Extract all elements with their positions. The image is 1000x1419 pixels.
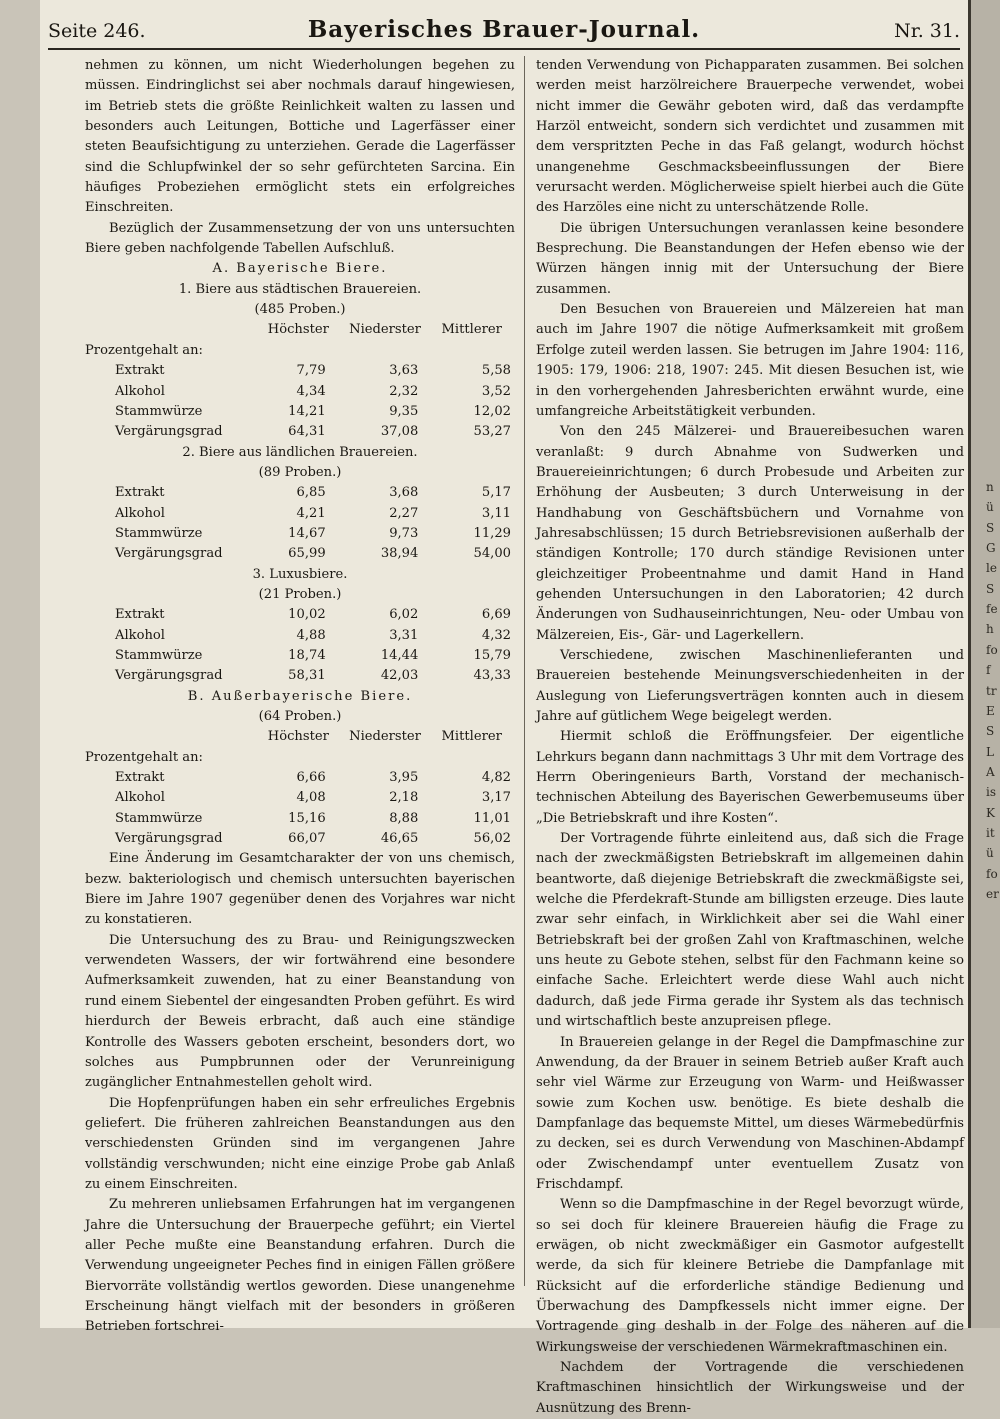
paragraph: Der Vortragende führte einleitend aus, daß sich die Frage nach der zweckmäßigsten Betriebskraft im allgemeinen dahin beantworte, daß diejenige Betriebskraft die zweckmäßigste sei, welche die Pferdekraft-Stunde am billigsten erzeuge. Dies laute zwar sehr einfach, in Wirklichkeit aber sei die Wahl einer Betriebskraft bei der großen Zahl von Kraftmaschinen, welche uns heute zu Gebote stehen, selbst für den Fachmann keine so einfache Sache. Erleichtert werde diese Wahl auch nicht dadurch, daß jede Firma gerade ihr System als das technisch und wirtschaftlich beste anzupreisen pflege. (536, 831, 964, 1030)
sample-count: (89 Proben.) (258, 464, 342, 480)
value-min: 9,73 (389, 525, 419, 541)
paragraph: Von den 245 Mälzerei- und Brauereibesuchen waren veranlaßt: 9 durch Abnahme von Sudwerken und Brauereieinrichtungen; 6 durch Probesude und Arbeiten zur Erhöhung der Ausbeuten; 3 durch Unterweisung in der Handhabung von Geschäftsbüchern und Vornahme von Jahresabschlüssen; 15 durch Betriebsrevisionen außerhalb der ständigen Kontrolle; 170 durch ständige Revisionen unter gleichzeitiger Probeentnahme und damit Hand in Hand gehenden Untersuchungen in den Laboratorien; 42 durch Änderungen von Sudhauseinrichtungen, Neu- oder Umbau von Mälzereien, Eis-, Gär- und Lagerkellern. (536, 424, 964, 643)
paragraph: Nachdem der Vortragende die verschiedenen Kraftmaschinen hinsichtlich der Wirkungsweise und der Ausnützung des Brenn- (536, 1360, 964, 1416)
table-row (85, 422, 515, 442)
edge-fragment: it (986, 825, 995, 840)
sample-count: (21 Proben.) (258, 586, 342, 602)
table-row (85, 605, 515, 625)
table-rows (85, 605, 515, 686)
value-min: 2,27 (389, 505, 419, 521)
edge-fragment: A (986, 764, 995, 779)
page-number: Seite 246. (48, 20, 146, 42)
right-column (536, 56, 964, 1419)
value-mean: 3,11 (481, 505, 512, 521)
table-group (85, 280, 515, 443)
table-row (85, 626, 515, 646)
paragraph: Die Untersuchung des zu Brau- und Reinigungszwecken verwendeten Wassers, der wir fortwährend eine besondere Aufmerksamkeit zuwenden, hat zu einer Beanstandung von rund einem Siebentel der eingesandten Proben geführt. Es wird hierdurch der Beweis erbracht, daß auch eine ständige Kontrolle des Wassers geboten erscheint, besonders dort, wo solches aus Pumpbrunnen oder der Verunreinigung zugänglicher Entnahmestellen geholt wird. (85, 932, 515, 1091)
table-row (85, 544, 515, 564)
section-heading-b: B. Außerbayerische Biere. (187, 688, 413, 704)
paragraph: Eine Änderung im Gesamtcharakter der von uns chemisch, bezw. bakteriologisch und chemisch untersuchten bayerischen Biere im Jahre 1907 gegenüber denen des Vorjahres war nicht zu konstatieren. (85, 851, 515, 928)
value-mean: 53,27 (473, 424, 512, 440)
row-label: Alkohol (115, 505, 165, 521)
paragraph: nehmen zu können, um nicht Wiederholungen begehen zu müssen. Eindringlichst sei aber nochmals darauf hingewiesen, im Betrieb stets die größte Reinlichkeit walten zu lassen und besonders auch Leitungen, Bottiche und Lagerfässer einer steten Beaufsichtigung zu unterziehen. Gerade die Lagerfässer sind die Schlupfwinkel der so sehr gefürchteten Sarcina. Ein häufiges Probeziehen ermöglicht stets ein erfolgreiches Einschreiten. (85, 58, 515, 216)
value-min: 42,03 (380, 668, 419, 684)
row-label: Vergärungsgrad (115, 668, 223, 684)
paragraph: Wenn so die Dampfmaschine in der Regel bevorzugt würde, so sei doch für kleinere Brauereien häufig die Frage zu erwägen, ob nicht zweckmäßiger ein Gasmotor aufgestellt werde, da sich für kleinere Betriebe die Dampfanlage mit Rücksicht auf die erforderliche ständige Bedienung und Überwachung des Dampfkessels nicht immer eigne. Der Vortragende ging deshalb in der Folge des näheren auf die Wirkungsweise der verschiedenen Wärmekraftmaschinen ein. (536, 1197, 964, 1355)
page-header (48, 14, 960, 50)
paragraph: tenden Verwendung von Pichapparaten zusammen. Bei solchen werden meist harzölreichere Brauerpeche verwendet, wobei nicht immer die Gewähr geboten wird, daß das verdampfte Harzöl entweicht, sondern sich verdichtet und zusammen mit dem verspritzten Peche in das Faß gelangt, wodurch höchst unangenehme Geschmacksbeeinflussungen der Biere verursacht werden. Möglicherweise spielt hierbei auch die Güte des Harzöles eine nicht zu unterschätzende Rolle. (536, 58, 964, 216)
table-row (85, 382, 515, 402)
paragraph: Die Hopfenprüfungen haben ein sehr erfreuliches Ergebnis geliefert. Die früheren zahlreichen Beanstandungen aus den verschiedensten Gründen sind im vergangenen Jahre vollständig verschwunden; nicht eine einzige Probe gab Anlaß zu einem Einschreiten. (85, 1095, 515, 1192)
table-rows (85, 768, 515, 849)
value-min: 9,35 (389, 403, 419, 419)
prozent-label: Prozentgehalt an: (85, 749, 203, 765)
value-min: 3,31 (389, 627, 419, 643)
table-rows (85, 361, 515, 442)
table-row (85, 788, 515, 808)
edge-fragment: tr (986, 683, 997, 698)
edge-fragment: S (986, 520, 995, 535)
table-group (85, 443, 515, 565)
value-min: 46,65 (380, 831, 419, 847)
value-min: 3,63 (389, 363, 419, 379)
value-mean: 5,58 (481, 363, 512, 379)
value-max: 58,31 (288, 668, 326, 684)
value-max: 64,31 (288, 424, 326, 440)
value-min: 38,94 (380, 546, 419, 562)
row-label: Alkohol (115, 383, 165, 399)
row-label: Extrakt (115, 607, 165, 623)
value-min: 37,08 (380, 424, 419, 440)
header-mean: Mittlerer (441, 322, 502, 338)
paragraph: Bezüglich der Zusammensetzung der von uns untersuchten Biere geben nachfolgende Tabellen Aufschluß. (85, 220, 515, 257)
row-label: Stammwürze (115, 810, 203, 826)
value-min: 3,95 (389, 770, 419, 786)
table-row (85, 504, 515, 524)
header-max: Höchster (267, 729, 329, 745)
table-row (85, 768, 515, 788)
edge-fragment: fo (986, 866, 998, 881)
journal-title: Bayerisches Brauer-Journal. (307, 16, 701, 43)
edge-fragment: L (986, 744, 994, 759)
value-mean: 3,17 (481, 790, 512, 806)
sample-count: (485 Proben.) (254, 302, 346, 318)
row-label: Stammwürze (115, 525, 203, 541)
group-title: 2. Biere aus ländlichen Brauereien. (182, 444, 418, 460)
value-max: 4,21 (296, 505, 326, 521)
value-max: 4,88 (296, 627, 326, 643)
edge-fragment: K (986, 805, 995, 820)
value-mean: 4,82 (481, 770, 512, 786)
paragraph: In Brauereien gelange in der Regel die Dampfmaschine zur Anwendung, da der Brauer in seinem Betrieb außer Kraft auch sehr viel Wärme zur Erzeugung von Warm- und Heißwasser sowie zum Kochen usw. benötige. Es biete deshalb die Dampfanlage das bequemste Mittel, um dieses Wärmebedürfnis zu decken, sei es durch Verwendung von Maschinen-Abdampf oder Zwischendampf unter eventuellem Zusatz von Frischdampf. (536, 1034, 964, 1192)
value-max: 6,85 (296, 485, 326, 501)
value-max: 65,99 (288, 546, 326, 562)
table-row (85, 402, 515, 422)
value-mean: 5,17 (481, 485, 512, 501)
table-row (85, 646, 515, 666)
value-mean: 3,52 (481, 383, 512, 399)
edge-fragment: is (986, 785, 996, 800)
paragraph: Den Besuchen von Brauereien und Mälzereien hat man auch im Jahre 1907 die nötige Aufmerksamkeit mit großem Erfolge zuteil werden lassen. Sie betrugen im Jahre 1904: 116, 1905: 179, 1906: 218, 1907: 245. Mit diesen Besuchen ist, wie in den vorhergehenden Jahresberichten erwähnt wurde, eine umfangreiche Arbeitstätigkeit verbunden. (536, 302, 964, 419)
edge-fragment: G (986, 541, 996, 556)
value-mean: 4,32 (481, 627, 512, 643)
table-row (85, 483, 515, 503)
value-max: 66,07 (288, 831, 326, 847)
edge-fragment: f (986, 663, 991, 678)
column-headers (85, 727, 515, 747)
adjacent-page-edge (968, 0, 1000, 1328)
edge-fragment: h (986, 622, 994, 637)
value-mean: 11,01 (473, 810, 512, 826)
value-mean: 54,00 (473, 546, 512, 562)
column-divider (524, 56, 525, 1286)
issue-number: Nr. 31. (894, 20, 960, 42)
row-label: Extrakt (115, 363, 165, 379)
value-mean: 43,33 (473, 668, 512, 684)
value-mean: 6,69 (481, 607, 512, 623)
value-max: 6,66 (296, 770, 326, 786)
edge-fragment: E (986, 703, 995, 718)
value-max: 7,79 (296, 363, 326, 379)
value-max: 4,08 (296, 790, 326, 806)
row-label: Extrakt (115, 485, 165, 501)
row-label: Vergärungsgrad (115, 546, 223, 562)
edge-fragment: ü (986, 500, 994, 515)
value-mean: 12,02 (473, 403, 512, 419)
table-group (85, 565, 515, 687)
left-column (85, 56, 515, 1338)
row-label: Vergärungsgrad (115, 424, 223, 440)
edge-fragment: n (986, 480, 994, 494)
value-max: 14,21 (288, 403, 326, 419)
sample-count: (64 Proben.) (258, 709, 342, 724)
value-min: 2,18 (389, 790, 419, 806)
value-min: 8,88 (389, 810, 419, 826)
table-row (85, 809, 515, 829)
paragraph: Verschiedene, zwischen Maschinenlieferanten und Brauereien bestehende Meinungsverschiedenheiten in der Auslegung von Lieferungsverträgen konnten auch in diesem Jahre auf gütlichem Wege beigelegt werden. (536, 647, 964, 724)
edge-fragment: er (986, 887, 999, 901)
table-row (85, 829, 515, 849)
paragraph: Die übrigen Untersuchungen veranlassen keine besondere Besprechung. Die Beanstandungen der Hefen ebenso wie der Würzen hängen innig mit der Untersuchung der Biere zusammen. (536, 220, 964, 297)
edge-fragment: S (986, 581, 995, 596)
row-label: Vergärungsgrad (115, 831, 223, 847)
value-min: 14,44 (380, 647, 419, 663)
value-max: 10,02 (288, 607, 326, 623)
value-min: 6,02 (389, 607, 419, 623)
header-min: Niederster (349, 322, 421, 338)
row-label: Alkohol (115, 627, 165, 643)
value-mean: 15,79 (473, 647, 512, 663)
binding-shadow (968, 0, 971, 1328)
column-headers (85, 320, 515, 340)
row-label: Alkohol (115, 790, 165, 806)
header-mean: Mittlerer (441, 729, 502, 745)
value-min: 2,32 (389, 383, 419, 399)
value-max: 15,16 (288, 810, 326, 826)
row-label: Stammwürze (115, 403, 203, 419)
paragraph: Zu mehreren unliebsamen Erfahrungen hat im vergangenen Jahre die Untersuchung der Brauerpeche geführt; ein Viertel aller Peche mußte eine Beanstandung erfahren. Durch die Verwendung ungeeigneter Peches find in einigen Fällen größere Biervorräte vollständig wertlos geworden. Diese unangenehme Erscheinung hängt vielfach mit der besonders in größeren Betrieben fortschrei- (85, 1197, 515, 1335)
table-row (85, 524, 515, 544)
edge-fragment: ü (986, 846, 994, 861)
value-max: 4,34 (296, 383, 326, 399)
table-row (85, 666, 515, 686)
edge-fragment: fo (986, 642, 998, 657)
prozent-label: Prozentgehalt an: (85, 342, 203, 358)
edge-fragment: S (986, 724, 995, 739)
row-label: Extrakt (115, 770, 165, 786)
header-max: Höchster (267, 322, 329, 338)
value-max: 14,67 (288, 525, 326, 541)
table-row (85, 361, 515, 381)
header-min: Niederster (349, 729, 421, 745)
table-rows (85, 483, 515, 564)
edge-fragment: fe (986, 602, 998, 617)
value-min: 3,68 (389, 485, 419, 501)
value-mean: 11,29 (473, 525, 512, 541)
edge-fragment: le (986, 561, 997, 576)
paragraph: Hiermit schloß die Eröffnungsfeier. Der eigentliche Lehrkurs begann dann nachmittags 3 Uhr mit dem Vortrage des Herrn Oberingenieurs Barth, Vorstand der mechanisch-technischen Abteilung des Bayerischen Gewerbemuseums über „Die Betriebskraft und ihre Kosten“. (536, 729, 964, 826)
group-title: 3. Luxusbiere. (252, 566, 348, 582)
value-mean: 56,02 (473, 831, 512, 847)
row-label: Stammwürze (115, 647, 203, 663)
group-title: 1. Biere aus städtischen Brauereien. (178, 281, 422, 297)
value-max: 18,74 (288, 647, 326, 663)
section-heading-a: A. Bayerische Biere. (212, 261, 388, 277)
